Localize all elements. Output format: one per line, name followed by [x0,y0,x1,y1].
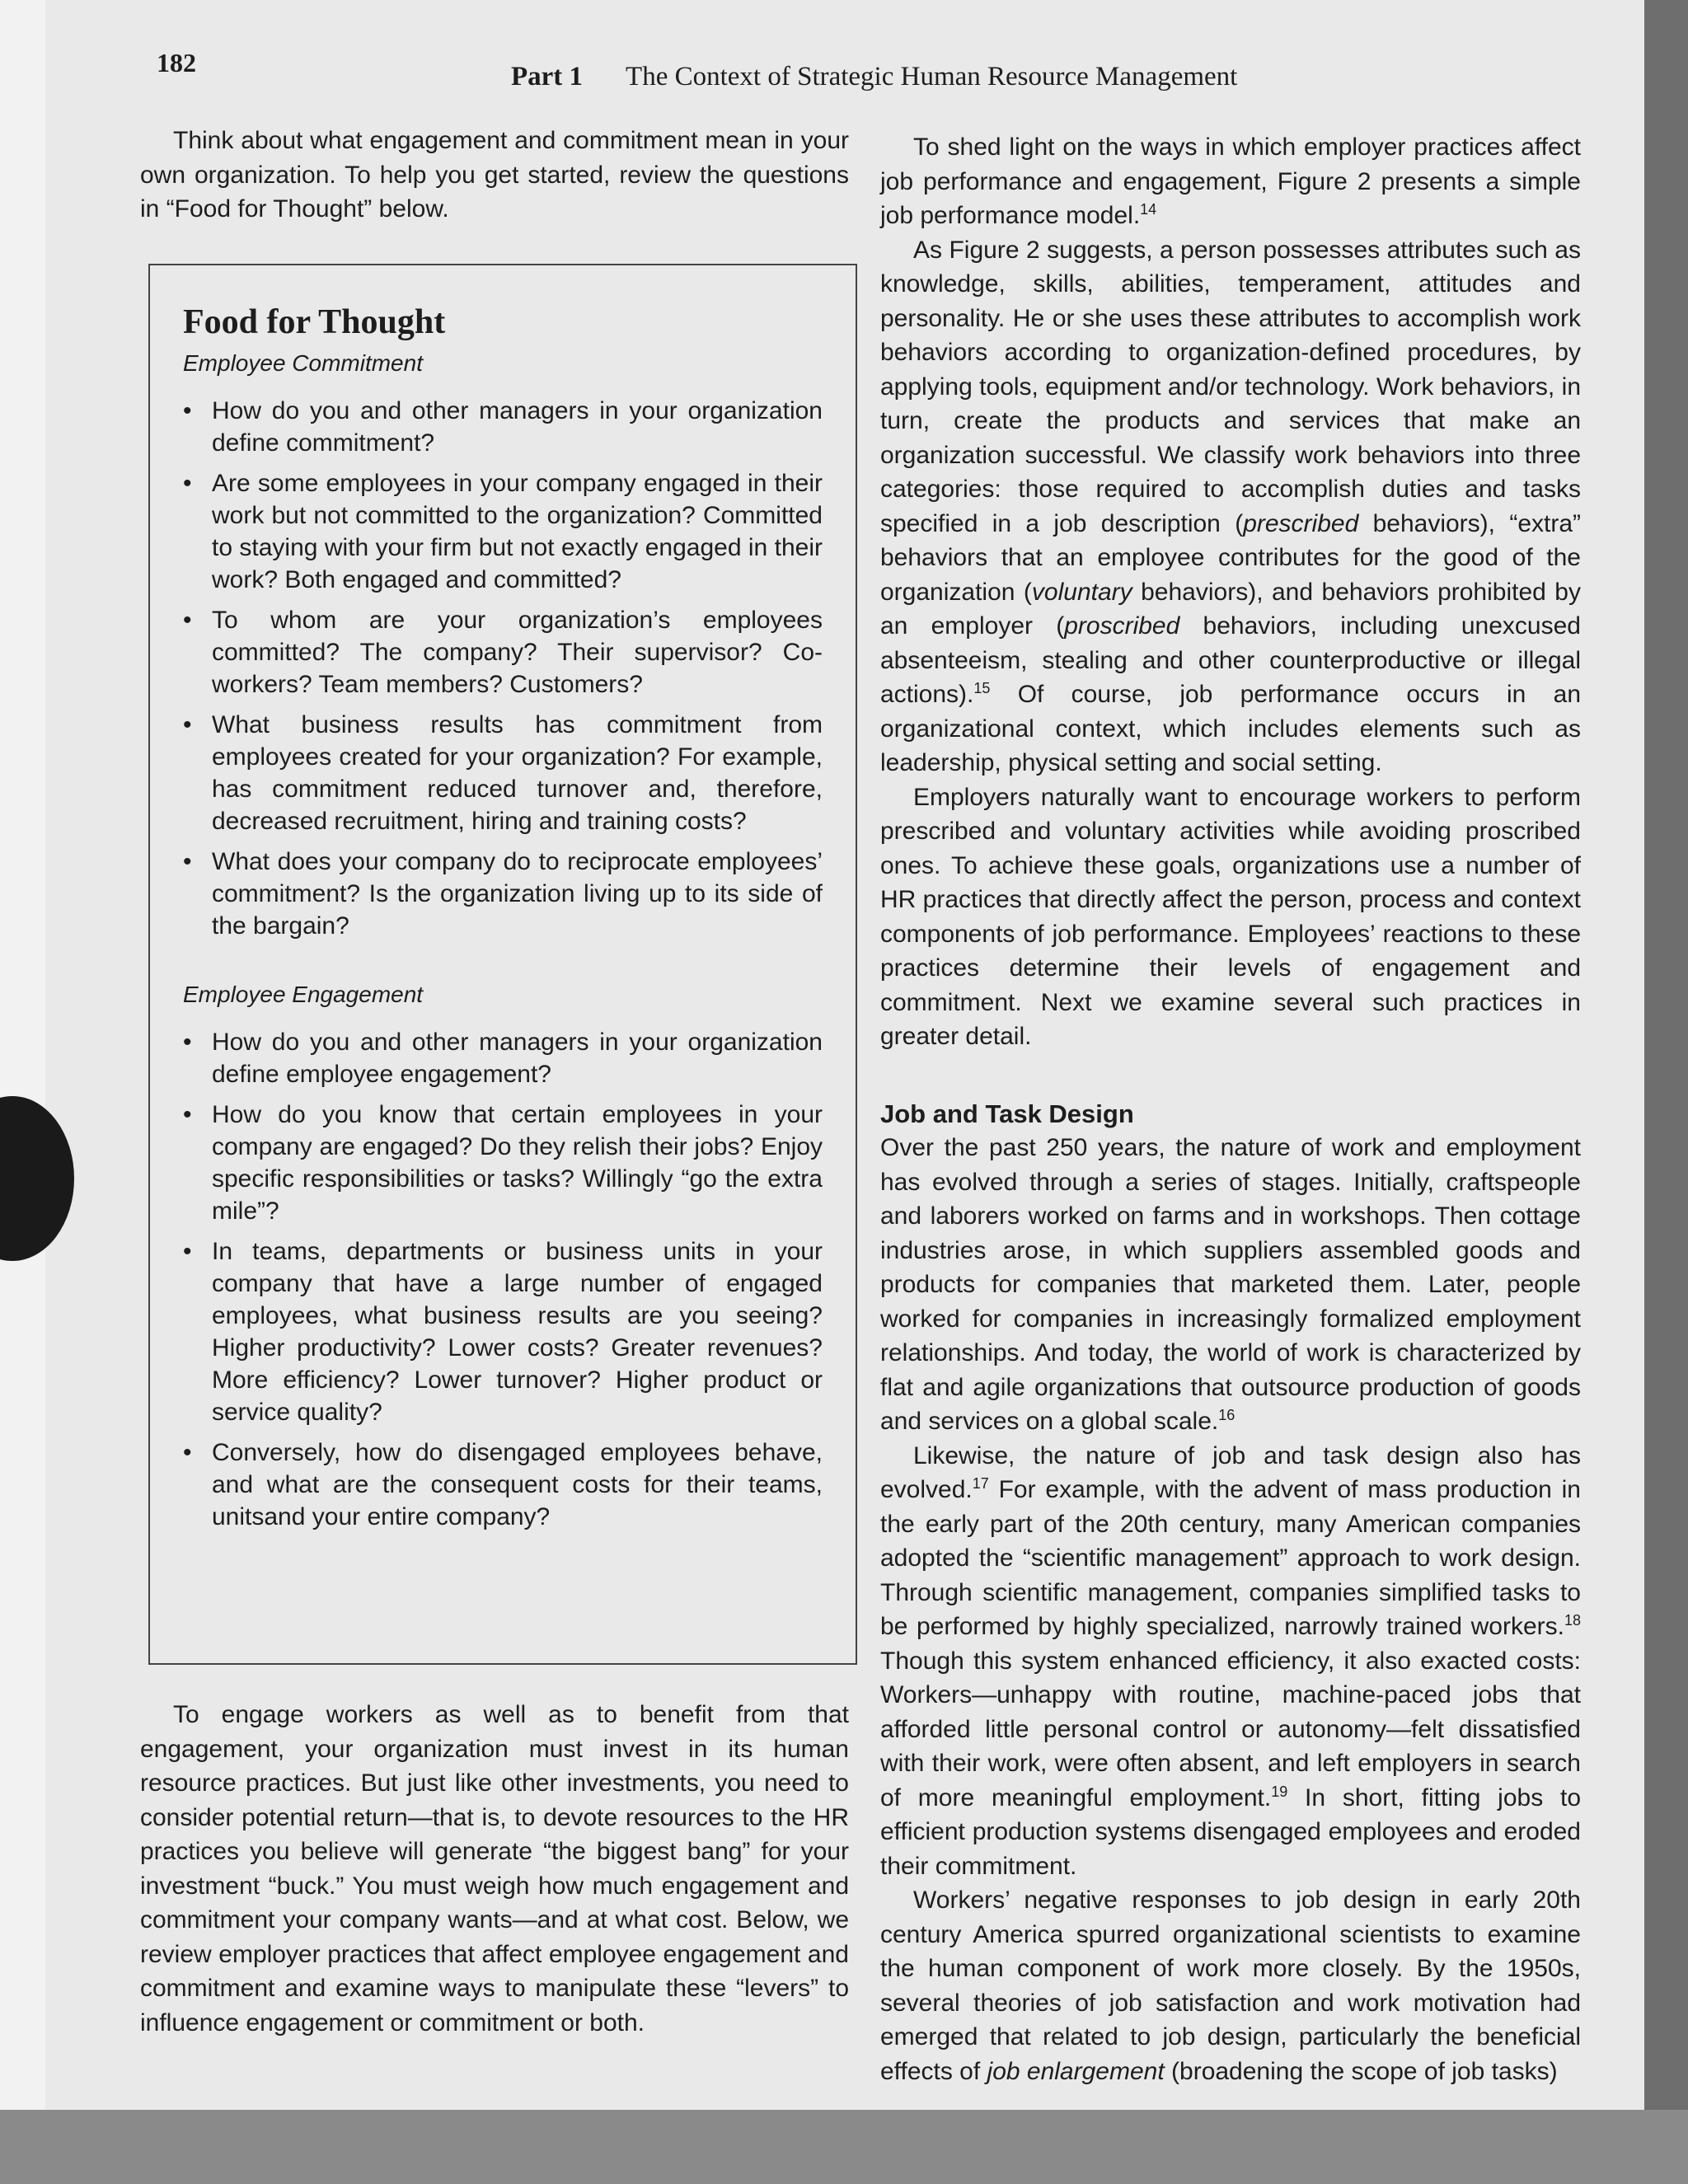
bullet-icon: • [183,1439,192,1466]
box-subheading-engagement: Employee Engagement [183,982,424,1007]
list-item: • Are some employees in your company engaged in their work but not committed to the organization? Committed to staying with your firm but not exactly engaged in their work? Both engaged and committed? [183,467,823,596]
footnote-ref: 15 [973,680,991,696]
intro-text: Think about what engagement and commitment mean in your own organization. To help you get started, review the questions in “Food for Thought” below. [140,127,849,223]
engagement-question-list [183,1026,823,1533]
paragraph: Workers’ negative responses to job design in early 20th century America spurred organizational scientists to examine the human component of work more closely. By the 1950s, several theories of job satisfaction and work motivation had emerged that related to job design, particularly the beneficial effects of job enlargement (broadening the scope of job tasks) [880,1886,1581,2085]
bullet-icon: • [183,1101,192,1128]
page-margin [0,0,45,2110]
bullet-icon: • [183,848,192,875]
running-head [511,62,1237,92]
bullet-icon: • [183,1029,192,1056]
bullet-icon: • [183,470,192,497]
right-column [880,130,1581,2088]
bullet-icon: • [183,711,192,738]
intro-paragraph [140,124,849,227]
list-item: • What does your company do to reciprocate employees’ commitment? Is the organization living up to its side of the bargain? [183,846,823,942]
footnote-ref: 17 [972,1475,989,1492]
section-heading: Job and Task Design [880,1099,1134,1128]
list-item: • How do you and other managers in your organization define employee engagement? [183,1026,823,1090]
paragraph: Likewise, the nature of job and task design also has evolved.$^{17}$ For example, with the advent of mass production in the early part of the 20th century, many American companies adopted the “scientific management” approach to work design. Through scientific management, companies simplified tasks to be performed by highly specialized, narrowly trained workers.$^{18}$ Though this system enhanced efficiency, it also exacted costs: Workers—unhappy with routine, machine-paced jobs that afforded little personal control or autonomy—felt dissatisfied with their work, were often absent, and left employers in search of more meaningful employment.$^{19}$ In short, fitting jobs to efficient production systems disengaged employees and eroded their commitment. [880,1441,1582,1880]
footnote-ref: 18 [1564,1612,1581,1629]
food-for-thought-box [148,264,857,1665]
paragraph: Over the past 250 years, the nature of work and employment has evolved through a series of stages. Initially, craftspeople and laborers worked on farms and in workshops. Then cottage industries arose, in which suppliers assembled goods and products for companies that marketed them. Later, people worked for companies in increasingly formalized employment relationships. And today, the world of work is characterized by flat and agile organizations that outsource production of goods and services on a global scale.$^{16}$ [880,1134,1581,1435]
list-item: • Conversely, how do disengaged employees behave, and what are the consequent costs for their teams, unitsand your entire company? [183,1436,823,1533]
closing-paragraph [140,1698,849,2040]
footnote-ref: 14 [1140,201,1157,218]
paragraph: As Figure 2 suggests, a person possesses attributes such as knowledge, skills, abilities, temperament, attitudes and personality. He or she uses these attributes to accomplish work behaviors according to organization-defined procedures, by applying tools, equipment and/or technology. Work behaviors, in turn, create the products and services that make an organization successful. We classify work behaviors into three categories: those required to accomplish duties and tasks specified in a job description (prescribed behaviors), “extra” behaviors that an employee contributes for the good of the organization (voluntary behaviors), and behaviors prohibited by an employer (proscribed behaviors, including unexcused absenteeism, stealing and other counterproductive or illegal actions).$^{15}$ Of course, job performance occurs in an organizational context, which includes elements such as leadership, physical setting and social setting. [880,236,1582,776]
box-title: Food for Thought [183,303,446,341]
paragraph: To shed light on the ways in which employer practices affect job performance and engagement, Figure 2 presents a simple job performance model.$^{14}$ [880,134,1581,229]
running-head-part: Part 1 [511,62,584,91]
bullet-icon: • [183,607,192,634]
running-head-title: The Context of Strategic Human Resource Management [626,62,1238,91]
bullet-icon: • [183,1238,192,1265]
list-item: • In teams, departments or business units in your company that have a large number of engaged employees, what business results are you seeing? Higher productivity? Lower costs? Greater revenues? More efficiency? Lower turnover? Higher product or service quality? [183,1235,823,1428]
list-item: • How do you know that certain employees in your company are engaged? Do they relish their jobs? Enjoy specific responsibilities or tasks? Willingly “go the extra mile”? [183,1099,823,1227]
commitment-question-list [183,395,823,942]
bullet-icon: • [183,397,192,424]
footnote-ref: 16 [1218,1407,1236,1423]
footnote-ref: 19 [1271,1783,1288,1800]
page-number: 182 [157,48,196,77]
box-subheading-commitment: Employee Commitment [183,350,423,376]
list-item: • To whom are your organization’s employees committed? The company? Their supervisor? Co-workers? Team members? Customers? [183,604,823,701]
list-item: • How do you and other managers in your organization define commitment? [183,395,823,459]
closing-text: To engage workers as well as to benefit from that engagement, your organization must invest in its human resource practices. But just like other investments, you need to consider potential return—that is, to devote resources to the HR practices you believe will generate “the biggest bang” for your investment “buck.” You must weigh how much engagement and commitment your company wants—and at what cost. Below, we review employer practices that affect employee engagement and commitment and examine ways to manipulate these “levers” to influence engagement or commitment or both. [140,1701,849,2036]
list-item: • What business results has commitment from employees created for your organization? For example, has commitment reduced turnover and, therefore, decreased recruitment, hiring and training costs? [183,709,823,837]
background-surface [0,2110,1688,2184]
paragraph: Employers naturally want to encourage workers to perform prescribed and voluntary activities while avoiding proscribed ones. To achieve these goals, organizations use a number of HR practices that directly affect the person, process and context components of job performance. Employees’ reactions to these practices determine their levels of engagement and commitment. Next we examine several such practices in greater detail. [880,783,1581,1050]
